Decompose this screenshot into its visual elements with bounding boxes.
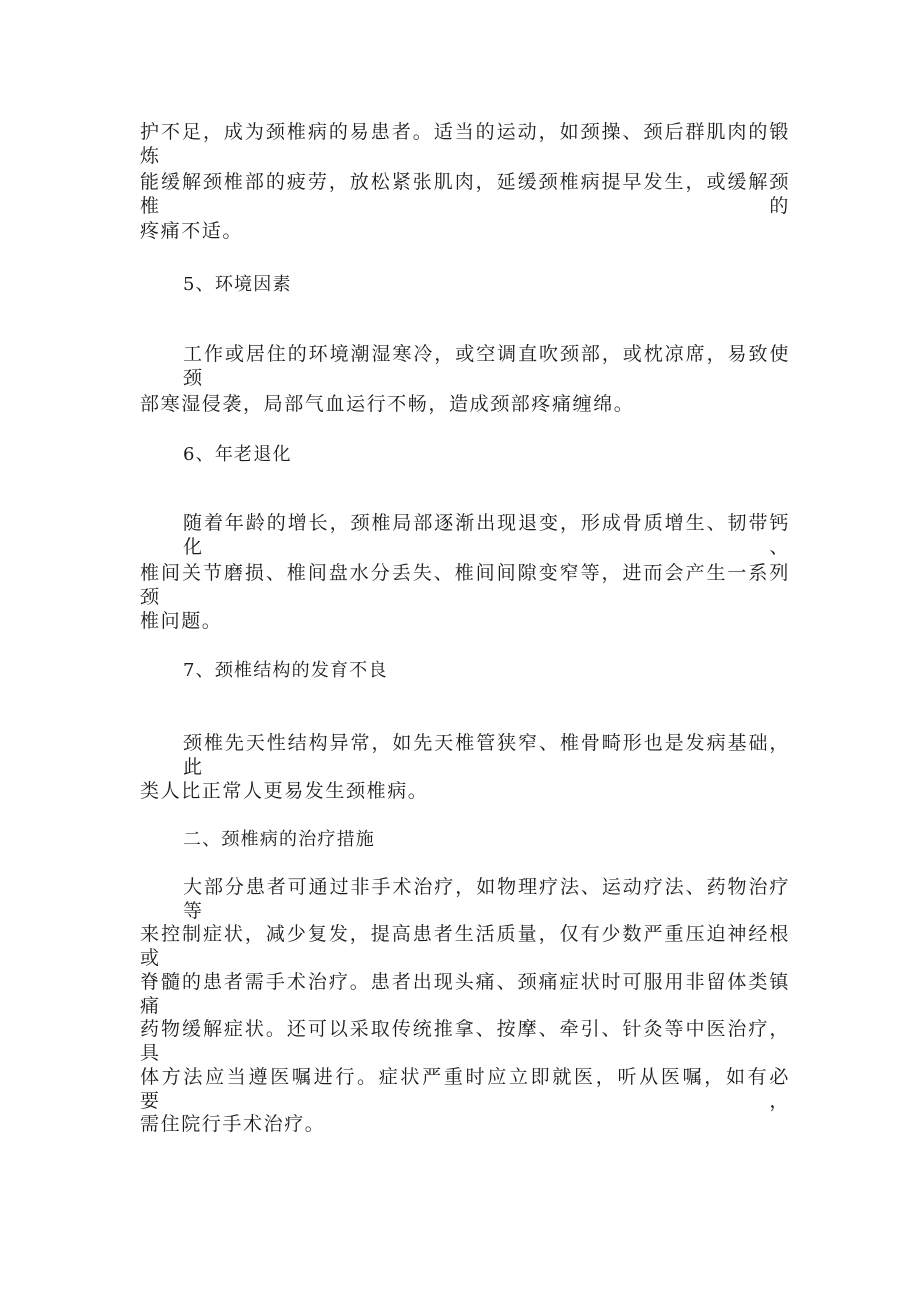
paragraph-line: 能缓解颈椎部的疲劳，放松紧张肌肉，延缓颈椎病提早发生，或缓解颈椎的 [140,171,790,217]
paragraph-line: 类人比正常人更易发生颈椎病。 [140,780,429,802]
paragraph-line: 护不足，成为颈椎病的易患者。适当的运动，如颈操、颈后群肌肉的锻炼 [140,121,790,167]
paragraph-line: 椎间关节磨损、椎间盘水分丢失、椎间间隙变窄等，进而会产生一系列颈 [140,562,790,608]
paragraph-line: 药物缓解症状。还可以采取传统推拿、按摩、牵引、针灸等中医治疗，具 [140,1018,790,1064]
paragraph-line: 体方法应当遵医嘱进行。症状严重时应立即就医，听从医嘱，如有必要， [140,1066,790,1112]
paragraph-line: 脊髓的患者需手术治疗。患者出现头痛、颈痛症状时可服用非留体类镇痛 [140,971,790,1017]
paragraph-line: 颈椎先天性结构异常，如先天椎管狭窄、椎骨畸形也是发病基础，此 [183,732,790,778]
paragraph-line: 部寒湿侵袭，局部气血运行不畅，造成颈部疼痛缠绵。 [140,393,635,415]
paragraph-line: 椎问题。 [140,610,223,632]
section-heading: 6、年老退化 [183,444,292,465]
section-heading: 二、颈椎病的治疗措施 [183,829,375,850]
paragraph-line: 疼痛不适。 [140,220,244,242]
paragraph-line: 大部分患者可通过非手术治疗，如物理疗法、运动疗法、药物治疗等 [183,876,790,922]
section-heading: 7、颈椎结构的发育不良 [183,660,388,681]
paragraph-line: 工作或居住的环境潮湿寒冷，或空调直吹颈部，或枕凉席，易致使颈 [183,343,790,389]
paragraph-line: 来控制症状，减少复发，提高患者生活质量，仅有少数严重压迫神经根或 [140,923,790,969]
paragraph-line: 需住院行手术治疗。 [140,1113,326,1135]
section-heading: 5、环境因素 [183,274,292,295]
paragraph-line: 随着年龄的增长，颈椎局部逐渐出现退变，形成骨质增生、韧带钙化、 [183,512,790,558]
